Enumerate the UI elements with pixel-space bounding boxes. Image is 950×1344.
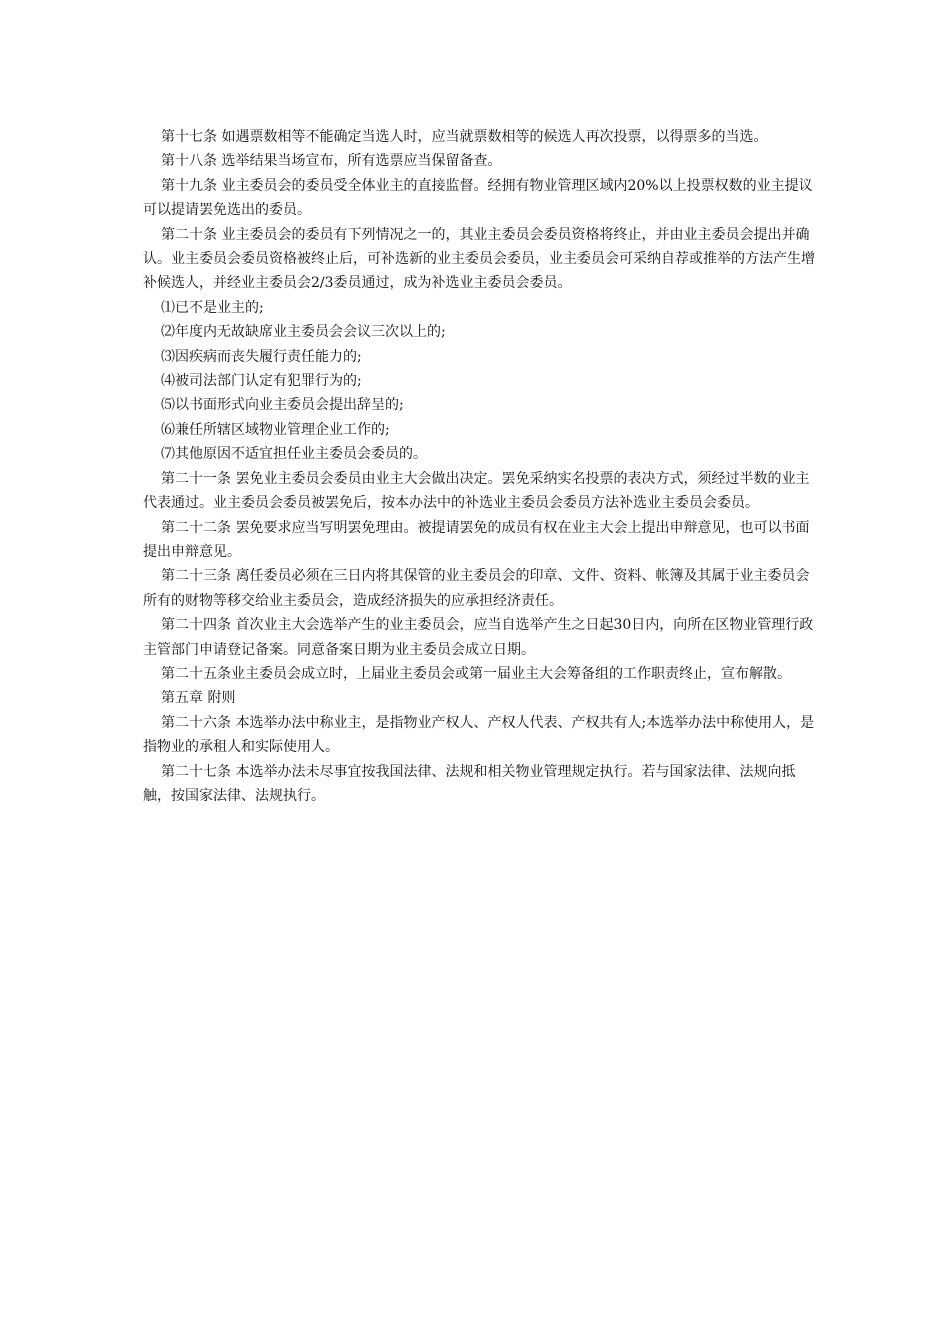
article-19: 第十九条 业主委员会的委员受全体业主的直接监督。经拥有物业管理区域内20%以上投票权数的业主提议可以提请罢免选出的委员。 <box>143 177 813 219</box>
article-26: 第二十六条 本选举办法中称业主，是指物业产权人、产权人代表、产权共有人;本选举办法中称使用人，是指物业的承租人和实际使用人。 <box>143 714 815 756</box>
list-item-7: ⑺其他原因不适宜担任业主委员会委员的。 <box>161 446 427 463</box>
article-17: 第十七条 如遇票数相等不能确定当选人时，应当就票数相等的候选人再次投票，以得票多的当选。 <box>161 129 768 145</box>
article-24: 第二十四条 首次业主大会选举产生的业主委员会，应当自选举产生之日起30日内，向所在区物业管理行政主管部门申请登记备案。同意备案日期为业主委员会成立日期。 <box>143 617 814 658</box>
list-item-1: ⑴已不是业主的; <box>161 299 264 316</box>
list-item-3: ⑶因疾病而丧失履行责任能力的; <box>161 348 362 365</box>
article-23: 第二十三条 离任委员必须在三日内将其保管的业主委员会的印章、文件、资料、帐簿及其属于业主委员会所有的财物等移交给业主委员会，造成经济损失的应承担经济责任。 <box>143 568 810 609</box>
article-27: 第二十七条 本选举办法未尽事宜按我国法律、法规和相关物业管理规定执行。若与国家法律、法规向抵触，按国家法律、法规执行。 <box>143 763 796 804</box>
article-22: 第二十二条 罢免要求应当写明罢免理由。被提请罢免的成员有权在业主大会上提出申辩意见，也可以书面提出申辩意见。 <box>143 519 810 560</box>
chapter-heading: 第五章 附则 <box>161 690 236 707</box>
article-20: 第二十条 业主委员会的委员有下列情况之一的，其业主委员会委员资格将终止，并由业主委员会提出并确认。业主委员会委员资格被终止后，可补选新的业主委员会委员，业主委员会可采纳自荐或推举的方法产生增补候选人，并经业主委员会2/3委员通过，成为补选业主委员会委员。 <box>143 226 815 292</box>
list-item-5: ⑸以书面形式向业主委员会提出辞呈的; <box>161 397 404 414</box>
list-item-6: ⑹兼任所辖区域物业管理企业工作的; <box>161 421 390 438</box>
document-body <box>143 125 818 808</box>
list-item-4: ⑷被司法部门认定有犯罪行为的; <box>161 373 362 390</box>
article-18: 第十八条 选举结果当场宣布，所有选票应当保留备查。 <box>161 153 502 170</box>
article-21: 第二十一条 罢免业主委员会委员由业主大会做出决定。罢免采纳实名投票的表决方式，须经过半数的业主代表通过。业主委员会委员被罢免后，按本办法中的补选业主委员会委员方法补选业主委员会委员。 <box>143 470 810 512</box>
article-25: 第二十五条业主委员会成立时，上届业主委员会或第一届业主大会筹备组的工作职责终止，宣布解散。 <box>161 665 791 682</box>
list-item-2: ⑵年度内无故缺席业主委员会会议三次以上的; <box>161 324 446 341</box>
